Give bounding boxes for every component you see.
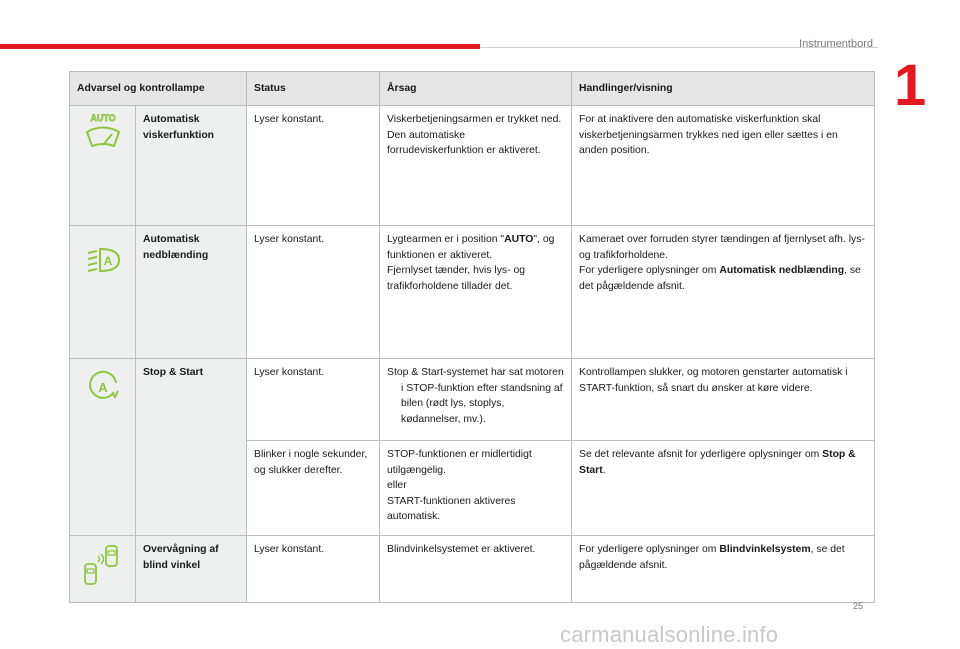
table-row bbox=[70, 359, 875, 441]
action-text: For yderligere oplysninger om bbox=[579, 544, 720, 555]
lamp-icon-cell bbox=[70, 359, 136, 536]
status-cell: Lyser konstant. bbox=[247, 536, 380, 603]
action-cell bbox=[572, 226, 875, 359]
col-header-status: Status bbox=[247, 72, 380, 106]
action-cell bbox=[572, 441, 875, 536]
cause-line: START-funktionen aktiveres automatisk. bbox=[387, 495, 516, 522]
warning-lamp-table bbox=[69, 71, 875, 603]
action-bold: Automatisk nedblænding bbox=[719, 265, 845, 276]
col-header-action: Handlinger/visning bbox=[572, 72, 875, 106]
cause-line: Fjernlyset tænder, hvis lys- og trafikforholdene tillader det. bbox=[387, 265, 526, 292]
lamp-name: Overvågning af blind vinkel bbox=[136, 536, 247, 603]
lamp-icon-cell bbox=[70, 226, 136, 359]
lamp-name: Stop & Start bbox=[136, 359, 247, 536]
table-header-row bbox=[70, 72, 875, 106]
auto-dipped-beam-icon bbox=[83, 240, 123, 280]
action-text: . bbox=[602, 464, 606, 476]
svg-text:A: A bbox=[103, 254, 112, 268]
table-row bbox=[70, 226, 875, 359]
action-cell: Kontrollampen slukker, og motoren genstarter automatisk i START-funktion, så snart du ønsker at køre videre. bbox=[572, 359, 875, 441]
lamp-name: Automatisk viskerfunktion bbox=[136, 106, 247, 226]
watermark: carmanualsonline.info bbox=[560, 622, 779, 647]
action-text: For yderligere oplysninger om bbox=[579, 265, 720, 276]
stop-start-icon bbox=[83, 367, 123, 407]
cause-line: Viskerbetjeningsarmen er trykket ned. bbox=[387, 114, 562, 125]
table-row bbox=[70, 106, 875, 226]
lamp-icon-cell bbox=[70, 106, 136, 226]
cause-line: STOP-funktionen er midlertidigt utilgængelig. bbox=[387, 449, 532, 476]
action-text: , se det pågældende afsnit. bbox=[579, 544, 845, 571]
cause-text: Lygtearmen er i position " bbox=[387, 234, 505, 245]
cause-cell bbox=[380, 441, 572, 536]
page-number: 25 bbox=[853, 601, 864, 611]
action-bold: Blindvinkelsystem bbox=[719, 544, 811, 555]
blind-spot-icon bbox=[82, 542, 124, 586]
col-header-cause: Årsag bbox=[380, 72, 572, 106]
cause-text: ", og funktionen er aktiveret. bbox=[387, 234, 555, 261]
action-cell bbox=[572, 536, 875, 603]
col-header-lamp: Advarsel og kontrollampe bbox=[70, 72, 247, 106]
svg-text:A: A bbox=[97, 380, 108, 395]
action-text: , se det pågældende afsnit. bbox=[579, 265, 861, 292]
action-bold: Stop & Start bbox=[579, 449, 856, 476]
header-red-bar bbox=[0, 44, 480, 49]
cause-line: Den automatiske forrudeviskerfunktion er aktiveret. bbox=[387, 129, 541, 156]
section-title: Instrumentbord bbox=[799, 38, 873, 50]
action-line: Kameraet over forruden styrer tændingen af fjernlyset afh. lys- og trafikforholdene. bbox=[579, 234, 865, 261]
cause-cell: Blindvinkelsystemet er aktiveret. bbox=[380, 536, 572, 603]
lamp-icon-cell bbox=[70, 536, 136, 603]
status-cell: Blinker i nogle sekunder, og slukker derefter. bbox=[247, 441, 380, 536]
auto-wiper-icon bbox=[81, 112, 125, 156]
auto-label: AUTO bbox=[89, 113, 116, 123]
cause-line: Stop & Start-systemet har sat motoren i STOP-funktion efter standsning af bilen (rødt lys, stoplys, kødannelser, mv.). bbox=[387, 367, 564, 425]
cause-cell bbox=[380, 106, 572, 226]
status-cell: Lyser konstant. bbox=[247, 359, 380, 441]
status-cell: Lyser konstant. bbox=[247, 226, 380, 359]
cause-line: eller bbox=[387, 480, 407, 491]
action-cell: For at inaktivere den automatiske viskerfunktion skal viskerbetjeningsarmen trykkes ned igen eller sættes i en anden position. bbox=[572, 106, 875, 226]
chapter-number: 1 bbox=[894, 53, 927, 118]
cause-cell bbox=[380, 226, 572, 359]
table-row bbox=[70, 536, 875, 603]
lamp-name: Automatisk nedblænding bbox=[136, 226, 247, 359]
action-text: Se det relevante afsnit for yderligere oplysninger om bbox=[579, 449, 823, 460]
status-cell: Lyser konstant. bbox=[247, 106, 380, 226]
cause-bold: AUTO bbox=[504, 234, 534, 245]
cause-cell bbox=[380, 359, 572, 441]
